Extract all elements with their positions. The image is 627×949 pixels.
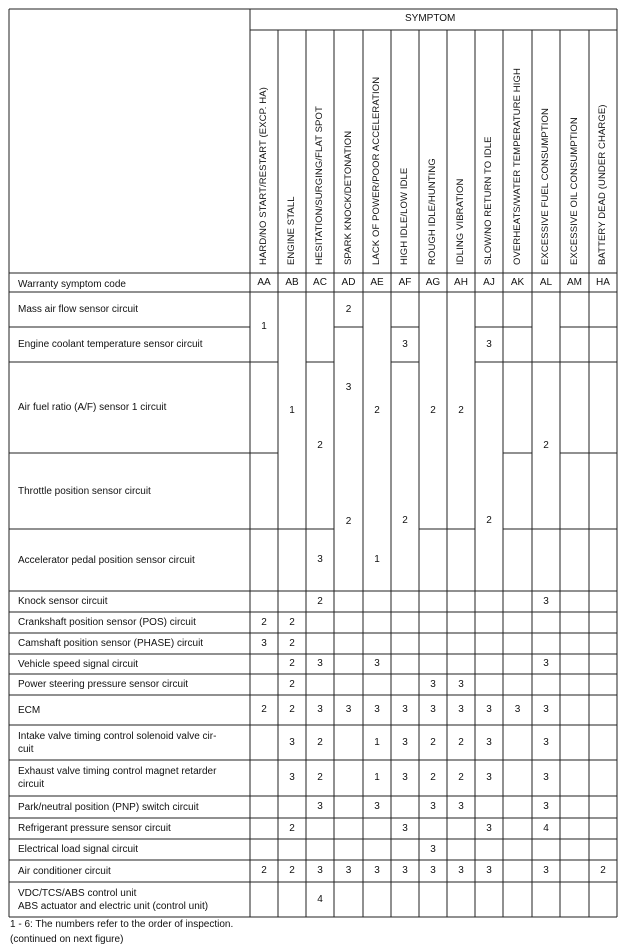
row-label: Park/neutral position (PNP) switch circuit <box>18 802 199 813</box>
footnote: 1 - 6: The numbers refer to the order of inspection. <box>10 919 234 930</box>
inspection-order-value: 3 <box>486 704 492 715</box>
inspection-order-value: 3 <box>402 772 408 783</box>
inspection-order-value: 3 <box>486 865 492 876</box>
inspection-order-value: 1 <box>289 405 295 416</box>
inspection-order-value: 2 <box>402 515 408 526</box>
inspection-order-value: 3 <box>345 382 352 393</box>
inspection-order-value: 2 <box>317 737 323 748</box>
warranty-code: AH <box>454 277 468 288</box>
inspection-order-value: 2 <box>261 704 267 715</box>
symptom-column-label: ROUGH IDLE/HUNTING <box>427 158 438 265</box>
symptom-column-label: SPARK KNOCK/DETONATION <box>342 130 354 265</box>
inspection-order-value: 2 <box>289 823 295 834</box>
row-label: Power steering pressure sensor circuit <box>18 679 189 690</box>
inspection-order-value: 3 <box>374 658 380 669</box>
inspection-order-value: 3 <box>317 704 323 715</box>
inspection-order-value: 1 <box>374 772 380 783</box>
row-label: Vehicle speed signal circuit <box>18 659 139 670</box>
continued-note: (continued on next figure) <box>10 934 124 945</box>
row-label: Accelerator pedal position sensor circuit <box>18 555 195 566</box>
inspection-order-value: 3 <box>430 801 436 812</box>
inspection-order-value: 2 <box>430 405 436 416</box>
inspection-order-value: 3 <box>261 638 267 649</box>
symptom-column-label: IDLING VIBRATION <box>455 178 466 265</box>
row-label: Crankshaft position sensor (POS) circuit <box>18 617 196 628</box>
inspection-order-value: 2 <box>261 617 267 628</box>
row-label: Mass air flow sensor circuit <box>18 304 139 315</box>
inspection-order-value: 4 <box>317 894 323 905</box>
inspection-order-value: 2 <box>430 737 436 748</box>
inspection-order-value: 4 <box>543 823 549 834</box>
inspection-order-value: 2 <box>289 658 295 669</box>
inspection-order-value: 3 <box>402 339 408 350</box>
inspection-order-value: 3 <box>374 865 380 876</box>
inspection-order-value: 3 <box>317 658 323 669</box>
inspection-order-value: 3 <box>402 823 408 834</box>
inspection-order-value: 3 <box>514 704 521 715</box>
warranty-code-label: Warranty symptom code <box>18 279 126 290</box>
inspection-order-value: 3 <box>345 865 352 876</box>
inspection-order-value: 3 <box>289 737 295 748</box>
row-label: Electrical load signal circuit <box>18 844 139 855</box>
warranty-code: AL <box>539 277 553 288</box>
inspection-order-value: 3 <box>486 823 492 834</box>
row-label: Engine coolant temperature sensor circuit <box>18 339 203 350</box>
symptom-column-label: ENGINE STALL <box>286 196 297 265</box>
inspection-order-value: 2 <box>289 679 295 690</box>
symptom-column-label: EXCESSIVE FUEL CONSUMPTION <box>540 108 551 265</box>
row-label: VDC/TCS/ABS control unit ABS actuator and electric unit (control unit) <box>18 888 209 912</box>
inspection-order-value: 2 <box>289 617 295 628</box>
inspection-order-value: 2 <box>486 515 492 526</box>
inspection-order-value: 3 <box>430 704 436 715</box>
warranty-code: AC <box>313 277 327 288</box>
inspection-order-value: 3 <box>317 801 323 812</box>
inspection-order-value: 3 <box>458 704 464 715</box>
inspection-order-value: 3 <box>430 865 436 876</box>
row-label: Air fuel ratio (A/F) sensor 1 circuit <box>18 402 167 413</box>
inspection-order-value: 3 <box>543 596 549 607</box>
warranty-code: AA <box>257 277 271 288</box>
inspection-order-value: 3 <box>458 801 464 812</box>
inspection-order-value: 2 <box>289 638 295 649</box>
inspection-order-value: 3 <box>289 772 295 783</box>
inspection-order-value: 2 <box>345 516 352 527</box>
inspection-order-value: 3 <box>486 772 492 783</box>
symptom-column-label: EXCESSIVE OIL CONSUMPTION <box>568 117 580 265</box>
inspection-order-value: 3 <box>430 679 436 690</box>
inspection-order-value: 3 <box>543 772 549 783</box>
symptom-column-label: HESITATION/SURGING/FLAT SPOT <box>314 106 325 265</box>
inspection-order-value: 2 <box>543 440 549 451</box>
inspection-order-value: 3 <box>345 704 352 715</box>
row-label: Air conditioner circuit <box>18 866 111 877</box>
symptom-column-label: BATTERY DEAD (UNDER CHARGE) <box>597 104 608 265</box>
inspection-order-value: 2 <box>289 865 295 876</box>
inspection-order-value: 3 <box>543 737 549 748</box>
inspection-order-value: 2 <box>458 737 464 748</box>
inspection-order-value: 3 <box>543 865 549 876</box>
inspection-order-value: 2 <box>289 704 295 715</box>
row-label: Camshaft position sensor (PHASE) circuit <box>18 638 204 649</box>
inspection-order-value: 3 <box>543 704 549 715</box>
warranty-code: AK <box>510 277 525 288</box>
symptom-column-label: SLOW/NO RETURN TO IDLE <box>483 136 494 265</box>
warranty-code: AJ <box>483 277 495 288</box>
inspection-order-value: 3 <box>317 865 323 876</box>
inspection-order-value: 2 <box>345 304 352 315</box>
inspection-order-value: 1 <box>374 737 380 748</box>
inspection-order-value: 3 <box>458 865 464 876</box>
inspection-order-value: 1 <box>261 321 267 332</box>
inspection-order-value: 2 <box>374 405 380 416</box>
inspection-order-value: 2 <box>317 440 323 451</box>
warranty-code: AD <box>341 277 356 288</box>
warranty-code: AF <box>398 277 412 288</box>
inspection-order-value: 1 <box>374 554 380 565</box>
warranty-code: AG <box>425 277 441 288</box>
symptom-column-label: OVERHEATS/WATER TEMPERATURE HIGH <box>511 68 523 265</box>
inspection-order-value: 3 <box>486 737 492 748</box>
inspection-order-value: 3 <box>543 658 549 669</box>
symptom-column-label: LACK OF POWER/POOR ACCELERATION <box>371 76 382 265</box>
inspection-order-value: 2 <box>317 772 323 783</box>
inspection-order-value: 3 <box>430 844 436 855</box>
inspection-order-value: 3 <box>402 865 408 876</box>
inspection-order-value: 2 <box>458 772 464 783</box>
warranty-code: AB <box>285 277 299 288</box>
warranty-code: AE <box>370 277 384 288</box>
warranty-code: HA <box>596 277 610 288</box>
symptom-column-label: HIGH IDLE/LOW IDLE <box>399 167 410 265</box>
inspection-order-value: 3 <box>374 704 380 715</box>
inspection-order-value: 2 <box>261 865 267 876</box>
inspection-order-value: 3 <box>543 801 549 812</box>
inspection-order-value: 2 <box>600 865 606 876</box>
inspection-order-value: 2 <box>430 772 436 783</box>
inspection-order-value: 3 <box>458 679 464 690</box>
row-label: Intake valve timing control solenoid valve cir- cuit <box>18 731 217 755</box>
inspection-order-value: 2 <box>317 596 323 607</box>
inspection-order-value: 3 <box>374 801 380 812</box>
inspection-order-value: 3 <box>317 554 323 565</box>
row-label: Exhaust valve timing control magnet retarder circuit <box>18 766 217 790</box>
row-label: Throttle position sensor circuit <box>18 486 151 497</box>
inspection-order-value: 3 <box>402 704 408 715</box>
inspection-order-value: 2 <box>458 405 464 416</box>
row-label: Knock sensor circuit <box>18 596 108 607</box>
inspection-order-value: 3 <box>402 737 408 748</box>
row-label: ECM <box>18 705 41 716</box>
warranty-code: AM <box>567 277 582 288</box>
inspection-order-value: 3 <box>486 339 492 350</box>
row-label: Refrigerant pressure sensor circuit <box>18 823 171 834</box>
symptom-title: SYMPTOM <box>405 13 456 24</box>
symptom-column-label: HARD/NO START/RESTART (EXCP. HA) <box>258 87 269 265</box>
